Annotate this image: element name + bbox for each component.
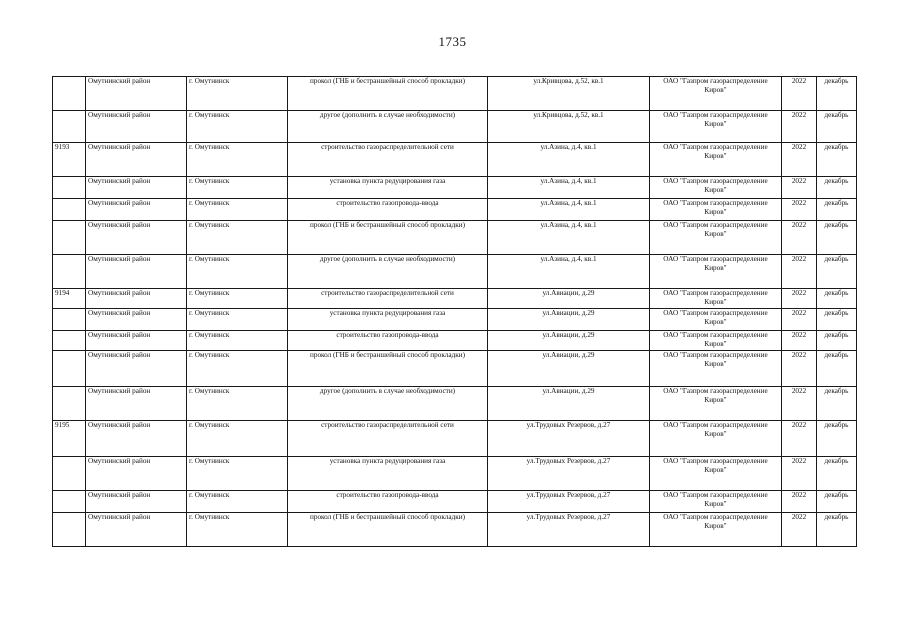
year-cell: 2022 (782, 77, 817, 111)
page-number: 1735 (438, 34, 467, 49)
table-row (53, 351, 857, 387)
row-number-cell: 9194 (53, 289, 86, 309)
organization-cell: ОАО "Газпром газораспределение Киров" (650, 421, 782, 457)
district-cell: Омутнинский район (86, 177, 187, 199)
month-cell: декабрь (817, 143, 857, 177)
city-cell: г. Омутнинск (187, 255, 288, 289)
table-row (53, 387, 857, 421)
district-cell: Омутнинский район (86, 309, 187, 331)
work-type-cell: установка пункта редуцирования газа (288, 457, 488, 491)
table-body (53, 77, 857, 547)
district-cell: Омутнинский район (86, 491, 187, 513)
address-cell: ул.Азина, д.4, кв.1 (488, 143, 650, 177)
district-cell: Омутнинский район (86, 513, 187, 547)
district-cell: Омутнинский район (86, 255, 187, 289)
row-number-cell (53, 351, 86, 387)
work-type-cell: строительство газораспределительной сети (288, 143, 488, 177)
work-type-cell: строительство газопровода-ввода (288, 199, 488, 221)
organization-cell: ОАО "Газпром газораспределение Киров" (650, 289, 782, 309)
row-number-cell (53, 513, 86, 547)
address-cell: ул.Кривцова, д.52, кв.1 (488, 77, 650, 111)
month-cell: декабрь (817, 221, 857, 255)
year-cell: 2022 (782, 199, 817, 221)
district-cell: Омутнинский район (86, 387, 187, 421)
table-row (53, 309, 857, 331)
work-type-cell: прокол (ГНБ и бестраншейный способ прокладки) (288, 77, 488, 111)
table-row (53, 111, 857, 143)
district-cell: Омутнинский район (86, 421, 187, 457)
work-type-cell: установка пункта редуцирования газа (288, 177, 488, 199)
table-row (53, 491, 857, 513)
table-row (53, 255, 857, 289)
work-type-cell: другое (дополнить в случае необходимости) (288, 111, 488, 143)
table-row (53, 77, 857, 111)
address-cell: ул.Азина, д.4, кв.1 (488, 221, 650, 255)
address-cell: ул.Авиации, д.29 (488, 331, 650, 351)
organization-cell: ОАО "Газпром газораспределение Киров" (650, 309, 782, 331)
city-cell: г. Омутнинск (187, 221, 288, 255)
organization-cell: ОАО "Газпром газораспределение Киров" (650, 77, 782, 111)
address-cell: ул.Авиации, д.29 (488, 289, 650, 309)
work-type-cell: прокол (ГНБ и бестраншейный способ прокладки) (288, 351, 488, 387)
year-cell: 2022 (782, 177, 817, 199)
row-number-cell (53, 387, 86, 421)
address-cell: ул.Авиации, д.29 (488, 387, 650, 421)
work-type-cell: другое (дополнить в случае необходимости) (288, 255, 488, 289)
year-cell: 2022 (782, 421, 817, 457)
month-cell: декабрь (817, 351, 857, 387)
organization-cell: ОАО "Газпром газораспределение Киров" (650, 457, 782, 491)
work-type-cell: строительство газопровода-ввода (288, 331, 488, 351)
month-cell: декабрь (817, 491, 857, 513)
work-type-cell: прокол (ГНБ и бестраншейный способ прокладки) (288, 513, 488, 547)
row-number-cell (53, 457, 86, 491)
year-cell: 2022 (782, 491, 817, 513)
month-cell: декабрь (817, 177, 857, 199)
works-table (52, 76, 857, 547)
year-cell: 2022 (782, 387, 817, 421)
organization-cell: ОАО "Газпром газораспределение Киров" (650, 177, 782, 199)
organization-cell: ОАО "Газпром газораспределение Киров" (650, 221, 782, 255)
month-cell: декабрь (817, 111, 857, 143)
city-cell: г. Омутнинск (187, 143, 288, 177)
organization-cell: ОАО "Газпром газораспределение Киров" (650, 387, 782, 421)
row-number-cell (53, 255, 86, 289)
month-cell: декабрь (817, 309, 857, 331)
work-type-cell: установка пункта редуцирования газа (288, 309, 488, 331)
organization-cell: ОАО "Газпром газораспределение Киров" (650, 491, 782, 513)
organization-cell: ОАО "Газпром газораспределение Киров" (650, 513, 782, 547)
city-cell: г. Омутнинск (187, 331, 288, 351)
district-cell: Омутнинский район (86, 289, 187, 309)
month-cell: декабрь (817, 255, 857, 289)
city-cell: г. Омутнинск (187, 513, 288, 547)
district-cell: Омутнинский район (86, 199, 187, 221)
year-cell: 2022 (782, 331, 817, 351)
address-cell: ул.Кривцова, д.52, кв.1 (488, 111, 650, 143)
month-cell: декабрь (817, 289, 857, 309)
district-cell: Омутнинский район (86, 331, 187, 351)
work-type-cell: другое (дополнить в случае необходимости) (288, 387, 488, 421)
district-cell: Омутнинский район (86, 77, 187, 111)
year-cell: 2022 (782, 111, 817, 143)
city-cell: г. Омутнинск (187, 491, 288, 513)
month-cell: декабрь (817, 199, 857, 221)
month-cell: декабрь (817, 77, 857, 111)
address-cell: ул.Авиации, д.29 (488, 351, 650, 387)
organization-cell: ОАО "Газпром газораспределение Киров" (650, 143, 782, 177)
city-cell: г. Омутнинск (187, 177, 288, 199)
row-number-cell: 9193 (53, 143, 86, 177)
table-row (53, 421, 857, 457)
row-number-cell: 9195 (53, 421, 86, 457)
address-cell: ул.Азина, д.4, кв.1 (488, 199, 650, 221)
work-type-cell: прокол (ГНБ и бестраншейный способ прокладки) (288, 221, 488, 255)
organization-cell: ОАО "Газпром газораспределение Киров" (650, 255, 782, 289)
organization-cell: ОАО "Газпром газораспределение Киров" (650, 331, 782, 351)
address-cell: ул.Азина, д.4, кв.1 (488, 177, 650, 199)
address-cell: ул.Трудовых Резервов, д.27 (488, 457, 650, 491)
city-cell: г. Омутнинск (187, 421, 288, 457)
city-cell: г. Омутнинск (187, 309, 288, 331)
row-number-cell (53, 77, 86, 111)
year-cell: 2022 (782, 221, 817, 255)
table-row (53, 199, 857, 221)
table-row (53, 331, 857, 351)
address-cell: ул.Трудовых Резервов, д.27 (488, 491, 650, 513)
district-cell: Омутнинский район (86, 221, 187, 255)
year-cell: 2022 (782, 143, 817, 177)
row-number-cell (53, 199, 86, 221)
month-cell: декабрь (817, 421, 857, 457)
month-cell: декабрь (817, 513, 857, 547)
row-number-cell (53, 331, 86, 351)
year-cell: 2022 (782, 457, 817, 491)
address-cell: ул.Азина, д.4, кв.1 (488, 255, 650, 289)
table-row (53, 143, 857, 177)
row-number-cell (53, 221, 86, 255)
year-cell: 2022 (782, 351, 817, 387)
row-number-cell (53, 177, 86, 199)
year-cell: 2022 (782, 289, 817, 309)
district-cell: Омутнинский район (86, 143, 187, 177)
table-row (53, 289, 857, 309)
year-cell: 2022 (782, 309, 817, 331)
address-cell: ул.Трудовых Резервов, д.27 (488, 421, 650, 457)
address-cell: ул.Трудовых Резервов, д.27 (488, 513, 650, 547)
city-cell: г. Омутнинск (187, 199, 288, 221)
row-number-cell (53, 491, 86, 513)
city-cell: г. Омутнинск (187, 457, 288, 491)
organization-cell: ОАО "Газпром газораспределение Киров" (650, 351, 782, 387)
district-cell: Омутнинский район (86, 351, 187, 387)
organization-cell: ОАО "Газпром газораспределение Киров" (650, 199, 782, 221)
city-cell: г. Омутнинск (187, 111, 288, 143)
organization-cell: ОАО "Газпром газораспределение Киров" (650, 111, 782, 143)
row-number-cell (53, 309, 86, 331)
city-cell: г. Омутнинск (187, 289, 288, 309)
address-cell: ул.Авиации, д.29 (488, 309, 650, 331)
table-row (53, 221, 857, 255)
table-row (53, 177, 857, 199)
work-type-cell: строительство газораспределительной сети (288, 289, 488, 309)
table-row (53, 457, 857, 491)
year-cell: 2022 (782, 255, 817, 289)
month-cell: декабрь (817, 387, 857, 421)
year-cell: 2022 (782, 513, 817, 547)
city-cell: г. Омутнинск (187, 351, 288, 387)
city-cell: г. Омутнинск (187, 77, 288, 111)
city-cell: г. Омутнинск (187, 387, 288, 421)
row-number-cell (53, 111, 86, 143)
work-type-cell: строительство газопровода-ввода (288, 491, 488, 513)
table-row (53, 513, 857, 547)
district-cell: Омутнинский район (86, 457, 187, 491)
month-cell: декабрь (817, 331, 857, 351)
district-cell: Омутнинский район (86, 111, 187, 143)
month-cell: декабрь (817, 457, 857, 491)
work-type-cell: строительство газораспределительной сети (288, 421, 488, 457)
